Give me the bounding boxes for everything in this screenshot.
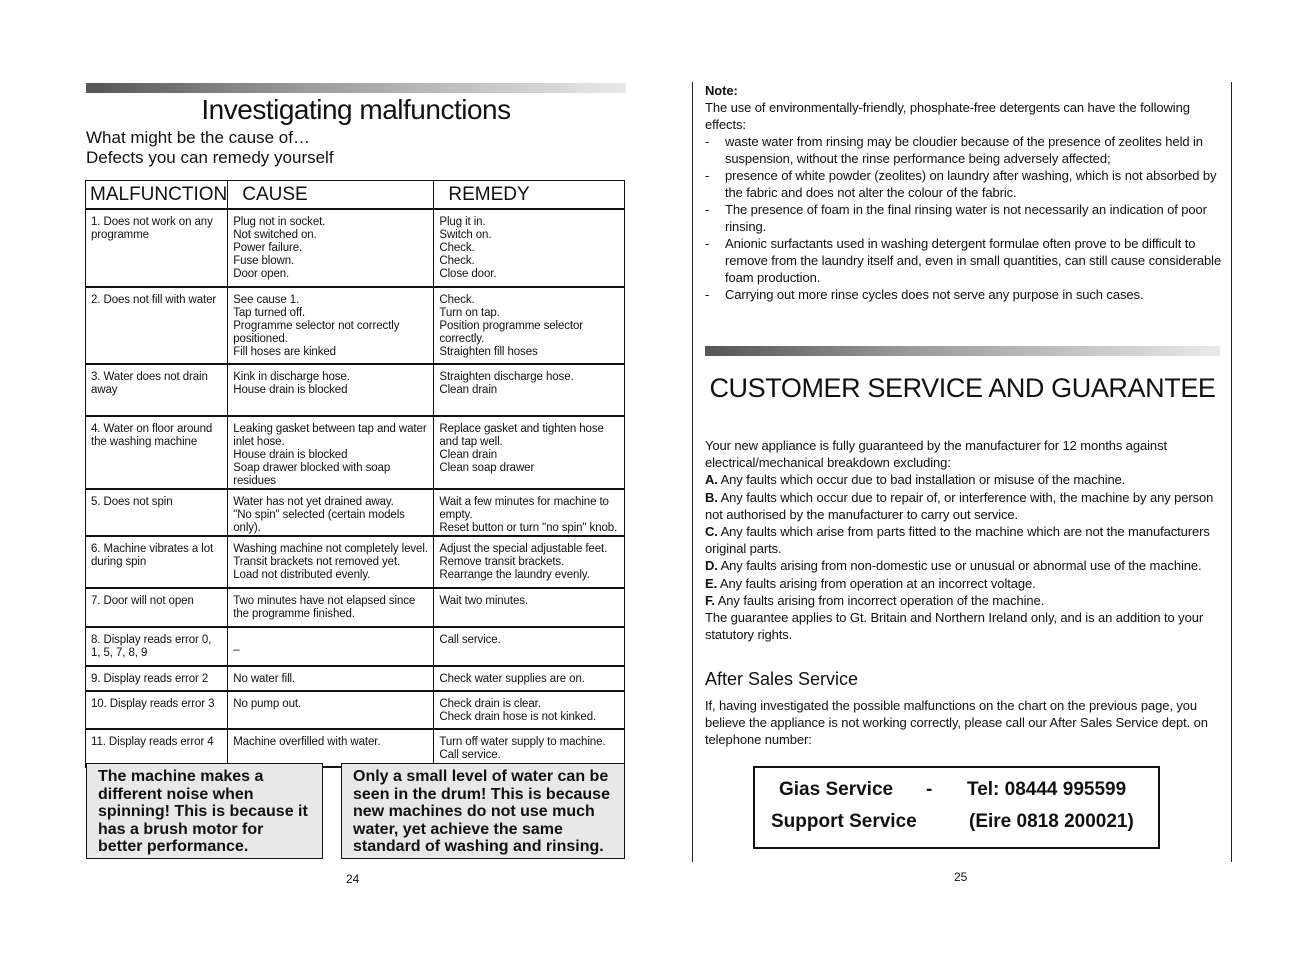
guarantee-item-letter: F.	[705, 592, 715, 608]
guarantee-item-letter: B.	[705, 489, 718, 505]
detergent-note	[705, 82, 1225, 303]
guarantee-item-text: Any faults arising from non-domestic use or unusual or abnormal use of the machine.	[717, 558, 1202, 574]
left-page-edge-line	[692, 82, 693, 862]
remedy-cell	[434, 627, 625, 666]
remedy-line: Straighten discharge hose.	[439, 371, 574, 383]
guarantee-item-text: Any faults which occur due to repair of, or interference with, the machine by any person not authorised by the manufacturer to carry out service.	[705, 489, 1214, 522]
service-name-1: Gias Service	[779, 779, 894, 800]
remedy-cell	[434, 729, 625, 767]
cause-cell	[228, 666, 434, 691]
guarantee-item	[705, 557, 1220, 574]
guarantee-item	[705, 592, 1220, 609]
malfunction-cell	[86, 364, 228, 416]
remedy-line: Turn off water supply to machine.	[439, 736, 606, 748]
malfunction-cell	[86, 666, 228, 691]
remedy-line: Rearrange the laundry evenly.	[439, 569, 590, 581]
malfunction-text: 3. Water does not drain away	[91, 371, 208, 396]
remedy-line: Remove transit brackets.	[439, 556, 565, 568]
malfunction-table	[85, 180, 625, 768]
guarantee-item-text: Any faults arising from operation at an incorrect voltage.	[717, 575, 1036, 591]
page-number-right: 25	[954, 870, 968, 884]
cause-line: Plug not in socket.	[233, 216, 326, 228]
remedy-line: Check.	[439, 242, 475, 254]
noise-note-box	[86, 763, 323, 859]
page-title-left: Investigating malfunctions	[201, 94, 511, 125]
malfunction-cell	[86, 416, 228, 489]
table-row	[86, 287, 625, 364]
cause-cell	[228, 691, 434, 729]
cause-line: Door open.	[233, 268, 290, 280]
guarantee-item-letter: D.	[705, 558, 718, 574]
malfunction-text: 9. Display reads error 2	[91, 673, 209, 685]
remedy-line: Wait a few minutes for machine to empty.	[439, 496, 609, 521]
left-header-bar	[86, 83, 626, 93]
malfunction-text: 4. Water on floor around the washing machine	[91, 423, 213, 448]
remedy-line: Check.	[439, 255, 475, 267]
remedy-cell	[434, 287, 625, 364]
remedy-line: Check drain is clear.	[439, 698, 541, 710]
malfunction-text: 10. Display reads error 3	[91, 698, 215, 710]
cause-line: House drain is blocked	[233, 384, 348, 396]
table-row	[86, 416, 625, 489]
column-header-malfunction: MALFUNCTION	[86, 181, 228, 210]
cause-line: Load not distributed evenly.	[233, 569, 371, 581]
remedy-line: Call service.	[439, 749, 501, 761]
remedy-cell	[434, 666, 625, 691]
cause-line: House drain is blocked	[233, 449, 348, 461]
remedy-cell	[434, 691, 625, 729]
guarantee-item-text: Any faults which arise from parts fitted to the machine which are not the manufacturers original parts.	[705, 524, 1210, 557]
note-item: - waste water from rinsing may be cloudier because of the presence of zeolites held in suspension, without the rinse performance being adversely affected;	[705, 133, 1225, 167]
guarantee-item	[705, 575, 1220, 592]
table-row	[86, 364, 625, 416]
page-title-right: CUSTOMER SERVICE AND GUARANTEE	[709, 373, 1216, 403]
guarantee-item-text: Any faults which occur due to bad installation or misuse of the machine.	[717, 472, 1126, 488]
table-row	[86, 627, 625, 666]
note-heading: Note:	[705, 83, 738, 98]
cause-cell	[228, 627, 434, 666]
guarantee-item-letter: C.	[705, 524, 718, 540]
note-item: - Carrying out more rinse cycles does not serve any purpose in such cases.	[705, 286, 1225, 303]
cause-line: Tap turned off.	[233, 307, 306, 319]
cause-line: Leaking gasket between tap and water inlet hose.	[233, 423, 427, 448]
malfunction-cell	[86, 588, 228, 627]
service-telephone-2: (Eire 0818 200021)	[969, 811, 1134, 832]
malfunction-text: 2. Does not fill with water	[91, 294, 217, 306]
table-row	[86, 666, 625, 691]
cause-line: Fill hoses are kinked	[233, 346, 336, 358]
malfunction-text: 5. Does not spin	[91, 496, 173, 508]
remedy-line: Check.	[439, 294, 475, 306]
table-row	[86, 691, 625, 729]
column-header-cause: CAUSE	[228, 181, 434, 210]
cause-line: No water fill.	[233, 673, 296, 685]
cause-cell	[228, 588, 434, 627]
cause-line: "No spin" selected (certain models only).	[233, 509, 405, 534]
cause-line: Machine overfilled with water.	[233, 736, 381, 748]
cause-line: Fuse blown.	[233, 255, 295, 267]
cause-cell	[228, 287, 434, 364]
note-item: - presence of white powder (zeolites) on laundry after washing, which is not absorbed by the fabric and does not alter the colour of the fabric.	[705, 167, 1225, 201]
remedy-cell	[434, 209, 625, 287]
guarantee-item	[705, 471, 1220, 488]
note-item: - The presence of foam in the final rinsing water is not necessarily an indication of poor rinsing.	[705, 201, 1225, 235]
remedy-line: Straighten fill hoses	[439, 346, 538, 358]
table-row	[86, 729, 625, 767]
table-row	[86, 209, 625, 287]
cause-cell	[228, 209, 434, 287]
cause-cell	[228, 416, 434, 489]
guarantee-item-letter: E.	[705, 575, 718, 591]
note-list	[705, 133, 1225, 303]
remedy-line: Wait two minutes.	[439, 595, 528, 607]
guarantee-text	[705, 437, 1220, 643]
cause-line: Kink in discharge hose.	[233, 371, 350, 383]
remedy-line: Replace gasket and tighten hose and tap well.	[439, 423, 604, 448]
note-intro: The use of environmentally-friendly, phosphate-free detergents can have the following effects:	[705, 100, 1190, 132]
service-dash: -	[926, 779, 933, 800]
remedy-line: Close door.	[439, 268, 497, 280]
cause-line: Two minutes have not elapsed since the programme finished.	[233, 595, 416, 620]
remedy-line: Clean drain	[439, 384, 498, 396]
guarantee-item-letter: A.	[705, 472, 718, 488]
service-telephone-1: Tel: 08444 995599	[967, 779, 1127, 800]
remedy-line: Switch on.	[439, 229, 492, 241]
subtitle-left	[86, 128, 334, 168]
guarantee-item	[705, 489, 1220, 523]
malfunction-text: 11. Display reads error 4	[91, 736, 214, 748]
guarantee-intro: Your new appliance is fully guaranteed by the manufacturer for 12 months against electrical/mechanical breakdown excluding:	[705, 438, 1167, 471]
cause-line: Power failure.	[233, 242, 303, 254]
note-item: - Anionic surfactants used in washing detergent formulae often prove to be difficult to remove from the laundry itself and, even in small quantities, can still cause considerable foam production.	[705, 235, 1225, 286]
subtitle-line-1: What might be the cause of…	[86, 128, 310, 147]
remedy-line: Check water supplies are on.	[439, 673, 585, 685]
malfunction-cell	[86, 287, 228, 364]
malfunction-text: 6. Machine vibrates a lot during spin	[91, 543, 214, 568]
remedy-cell	[434, 364, 625, 416]
remedy-cell	[434, 588, 625, 627]
malfunction-cell	[86, 627, 228, 666]
cause-line: Soap drawer blocked with soap residues	[233, 462, 391, 487]
cause-line: Water has not yet drained away.	[233, 496, 394, 508]
service-name-2: Support Service	[771, 811, 917, 832]
water-level-note-text: Only a small level of water can be seen in the drum! This is because new machines do not use much water, yet achieve the same standard of washing and rinsing.	[353, 768, 610, 855]
right-page-edge-line	[1231, 82, 1232, 862]
remedy-line: Check drain hose is not kinked.	[439, 711, 597, 723]
cause-cell	[228, 536, 434, 588]
cause-cell	[228, 729, 434, 767]
remedy-cell	[434, 489, 625, 536]
guarantee-item-text: Any faults arising from incorrect operation of the machine.	[714, 592, 1045, 608]
malfunction-text: 1. Does not work on any programme	[91, 216, 213, 241]
guarantee-list	[705, 471, 1220, 609]
table-row	[86, 588, 625, 627]
malfunction-cell	[86, 536, 228, 588]
cause-line: See cause 1.	[233, 294, 300, 306]
table-row	[86, 536, 625, 588]
cause-line: No pump out.	[233, 698, 302, 710]
guarantee-item	[705, 523, 1220, 557]
remedy-line: Adjust the special adjustable feet.	[439, 543, 608, 555]
noise-note-text: The machine makes a different noise when spinning! This is because it has a brush motor for better performance.	[98, 768, 308, 855]
page-number-left: 24	[346, 872, 360, 886]
water-level-note-box	[341, 763, 625, 859]
malfunction-cell	[86, 691, 228, 729]
remedy-line: Call service.	[439, 634, 501, 646]
remedy-line: Clean soap drawer	[439, 462, 535, 474]
remedy-line: Position programme selector correctly.	[439, 320, 584, 345]
cause-line: Not switched on.	[233, 229, 317, 241]
cause-cell	[228, 364, 434, 416]
remedy-cell	[434, 416, 625, 489]
malfunction-cell	[86, 209, 228, 287]
cause-line: Programme selector not correctly positioned.	[233, 320, 400, 345]
remedy-cell	[434, 536, 625, 588]
malfunction-cell	[86, 729, 228, 767]
remedy-line: Turn on tap.	[439, 307, 500, 319]
remedy-line: Plug it in.	[439, 216, 486, 228]
malfunction-text: 7. Door will not open	[91, 595, 194, 607]
service-contact-box	[753, 766, 1160, 849]
cause-line: –	[233, 644, 240, 656]
malfunction-text: 8. Display reads error 0, 1, 5, 7, 8, 9	[91, 634, 212, 659]
table-row	[86, 489, 625, 536]
guarantee-outro: The guarantee applies to Gt. Britain and Northern Ireland only, and is an addition to your statutory rights.	[705, 610, 1204, 643]
malfunction-cell	[86, 489, 228, 536]
cause-line: Transit brackets not removed yet.	[233, 556, 401, 568]
column-header-remedy: REMEDY	[434, 181, 625, 210]
subtitle-line-2: Defects you can remedy yourself	[86, 148, 334, 167]
remedy-line: Clean drain	[439, 449, 498, 461]
cause-line: Washing machine not completely level.	[233, 543, 428, 555]
cause-cell	[228, 489, 434, 536]
malfunction-table-body	[86, 209, 625, 767]
right-header-bar	[705, 346, 1220, 356]
remedy-line: Reset button or turn "no spin" knob.	[439, 522, 618, 534]
after-sales-heading: After Sales Service	[705, 669, 859, 689]
after-sales-text: If, having investigated the possible malfunctions on the chart on the previous page, you believe the appliance is not working correctly, please call our After Sales Service dept. on telephone number:	[705, 698, 1208, 747]
